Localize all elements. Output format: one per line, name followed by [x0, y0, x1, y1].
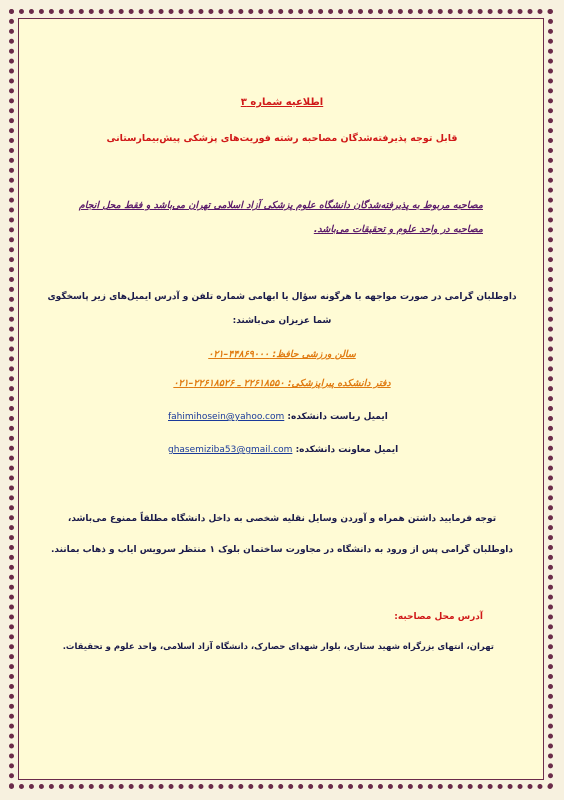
- contact-intro-line2: شما عزیزان می‌باشند:: [232, 316, 332, 326]
- deputy-email-label: ایمیل معاونت دانشکده:: [295, 445, 399, 455]
- vehicle-note: توجه فرمایید داشتن همراه و آوردن وسایل نقلیه شخصی به داخل دانشگاه مطلقاً ممنوع می‌باشد،: [67, 514, 497, 524]
- interview-address: تهران، انتهای بزرگراه شهید ستاری، بلوار شهدای حصارک، دانشگاه آزاد اسلامی، واحد علوم و تحقیقات.: [62, 642, 494, 652]
- deputy-email-link[interactable]: ghasemiziba53@gmail.com: [168, 445, 293, 455]
- notice-subtitle: قابل توجه پذیرفته‌شدگان مصاحبه رشته فوریت‌های پزشکی پیش‌بیمارستانی: [106, 133, 458, 144]
- hall-phone: سالن ورزشی حافظ: ۴۴۸۶۹۰۰۰–۰۲۱: [208, 349, 356, 360]
- interview-location-line2: مصاحبه در واحد علوم و تحقیقات می‌باشد.: [313, 224, 483, 235]
- interview-location-line1: مصاحبه مربوط به پذیرفته‌شدگان دانشگاه علوم پزشکی آزاد اسلامی تهران می‌باشد و فقط محل انجام: [78, 200, 483, 211]
- dean-email-row: [168, 412, 388, 422]
- contact-intro-line1: داوطلبان گرامی در صورت مواجهه با هرگونه سؤال یا ابهامی شماره تلفن و آدرس ایمیل‌های زیر پاسخگوی: [47, 292, 517, 302]
- shuttle-note: داوطلبان گرامی پس از ورود به دانشگاه در مجاورت ساختمان بلوک ۱ منتظر سرویس ایاب و ذهاب بمانند.: [50, 545, 514, 555]
- dean-email-label: ایمیل ریاست دانشکده:: [287, 412, 388, 422]
- address-label: آدرس محل مصاحبه:: [394, 612, 483, 622]
- notice-title: اطلاعیه شماره ۳: [240, 97, 324, 108]
- paramedical-office-phone: دفتر دانشکده پیراپزشکی: ۲۲۶۱۸۵۵۰ ـ ۲۲۶۱۸۵۲۶–۰۲۱: [173, 378, 391, 389]
- deputy-email-row: [168, 445, 398, 455]
- dean-email-link[interactable]: fahimihosein@yahoo.com: [168, 412, 285, 422]
